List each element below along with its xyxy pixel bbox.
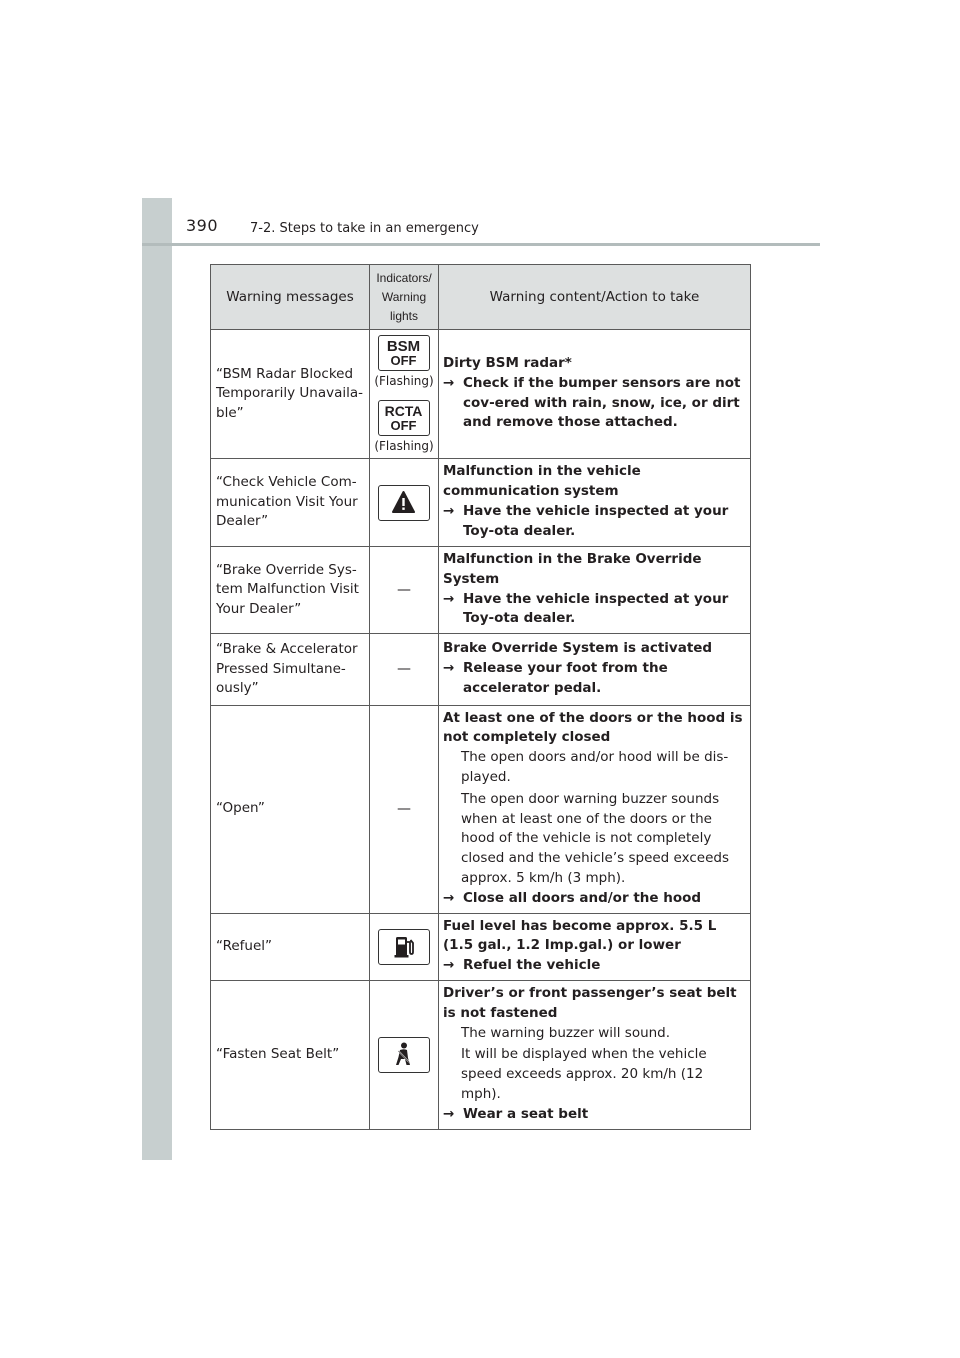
content-title: Brake Override System is activated (443, 640, 713, 657)
indicator-dash: — (370, 634, 439, 706)
header-rule (142, 243, 820, 246)
warning-content (439, 705, 751, 913)
content-title: Dirty BSM radar* (443, 354, 572, 371)
seat-belt-icon (378, 1037, 430, 1073)
content-title: Driver’s or front passenger’s seat belt is not fastened (443, 985, 737, 1021)
action-text: Have the vehicle inspected at your Toy-ota dealer. (463, 590, 729, 627)
indicator-dash: — (370, 547, 439, 634)
warning-content (439, 913, 751, 980)
warning-message: “Brake Override Sys-tem Malfunction Visit Your Dealer” (211, 547, 370, 634)
table-row (211, 705, 751, 913)
action-line (443, 590, 746, 630)
warning-table (210, 264, 751, 1130)
warning-content (439, 981, 751, 1130)
indicator-cell (370, 981, 439, 1130)
content-note: The open door warning buzzer sounds when at least one of the doors or the hood of the vehicle is not completely closed and the vehicle’s speed exceeds approx. 5 km/h (3 mph). (461, 790, 729, 887)
fuel-pump-icon (378, 929, 430, 965)
side-band (142, 198, 172, 1160)
action-text: Check if the bumper sensors are not cov-ered with rain, snow, ice, or dirt and remove those attached. (463, 374, 741, 431)
table-header-row (211, 265, 751, 330)
content-title: Fuel level has become approx. 5.5 L (1.5 gal., 1.2 Imp.gal.) or lower (443, 917, 717, 954)
arrow-icon: → (443, 957, 455, 974)
header-indicators: Indicators/ Warning lights (370, 265, 439, 330)
page-number: 390 (186, 216, 219, 235)
content-note: The open doors and/or hood will be dis-played. (461, 749, 729, 786)
arrow-icon: → (443, 660, 455, 677)
action-text: Close all doors and/or the hood (463, 889, 702, 906)
warning-content (439, 459, 751, 547)
warning-message: “Fasten Seat Belt” (211, 981, 370, 1130)
warning-triangle-icon (378, 485, 430, 521)
indicator-cell (370, 459, 439, 547)
warning-message: “BSM Radar Blocked Temporarily Unavaila-ble” (211, 330, 370, 459)
action-line (443, 889, 746, 909)
table-row (211, 634, 751, 706)
rcta-icon-line1: RCTA (384, 403, 423, 419)
content-note: The warning buzzer will sound. (461, 1024, 671, 1041)
action-line (443, 659, 746, 699)
warning-content (439, 330, 751, 459)
section-title: 7-2. Steps to take in an emergency (250, 221, 479, 236)
indicator-cell (370, 913, 439, 980)
action-text: Refuel the vehicle (463, 957, 601, 974)
rcta-off-icon (378, 400, 430, 436)
arrow-icon: → (443, 374, 455, 391)
bsm-icon-line1: BSM (386, 338, 421, 355)
table-row (211, 981, 751, 1130)
content-note: It will be displayed when the vehicle speed exceeds approx. 20 km/h (12 mph). (461, 1046, 707, 1103)
arrow-icon: → (443, 503, 455, 519)
table-row (211, 547, 751, 634)
bsm-off-icon (378, 335, 430, 371)
indicator-cell (370, 330, 439, 459)
action-line (443, 956, 746, 976)
table-row (211, 913, 751, 980)
content-title: At least one of the doors or the hood is not completely closed (443, 709, 743, 746)
indicator-dash: — (370, 705, 439, 913)
content-title: Malfunction in the Brake Override System (443, 551, 702, 587)
warning-content (439, 547, 751, 634)
header-warning-content: Warning content/Action to take (439, 265, 751, 330)
action-line (443, 374, 746, 433)
warning-content (439, 634, 751, 706)
bsm-icon-line2: OFF (390, 353, 417, 368)
table-row (211, 459, 751, 547)
arrow-icon: → (443, 1105, 455, 1122)
warning-message: “Refuel” (211, 913, 370, 980)
warning-message: “Check Vehicle Com-munication Visit Your Dealer” (211, 459, 370, 547)
arrow-icon: → (443, 590, 455, 607)
action-text: Release your foot from the accelerator pedal. (463, 660, 668, 696)
flashing-caption: (Flashing) (374, 374, 434, 388)
warning-message: “Open” (211, 705, 370, 913)
warning-message: “Brake & Accelerator Pressed Simultane-ously” (211, 634, 370, 706)
flashing-caption: (Flashing) (374, 439, 434, 453)
content-title: Malfunction in the vehicle communication system (443, 463, 641, 500)
action-line (443, 502, 746, 542)
action-line (443, 1105, 746, 1125)
arrow-icon: → (443, 889, 455, 906)
header-warning-messages: Warning messages (211, 265, 370, 330)
action-text: Wear a seat belt (463, 1105, 589, 1122)
rcta-icon-line2: OFF (390, 418, 417, 433)
table-row (211, 330, 751, 459)
action-text: Have the vehicle inspected at your Toy-ota dealer. (463, 503, 729, 539)
